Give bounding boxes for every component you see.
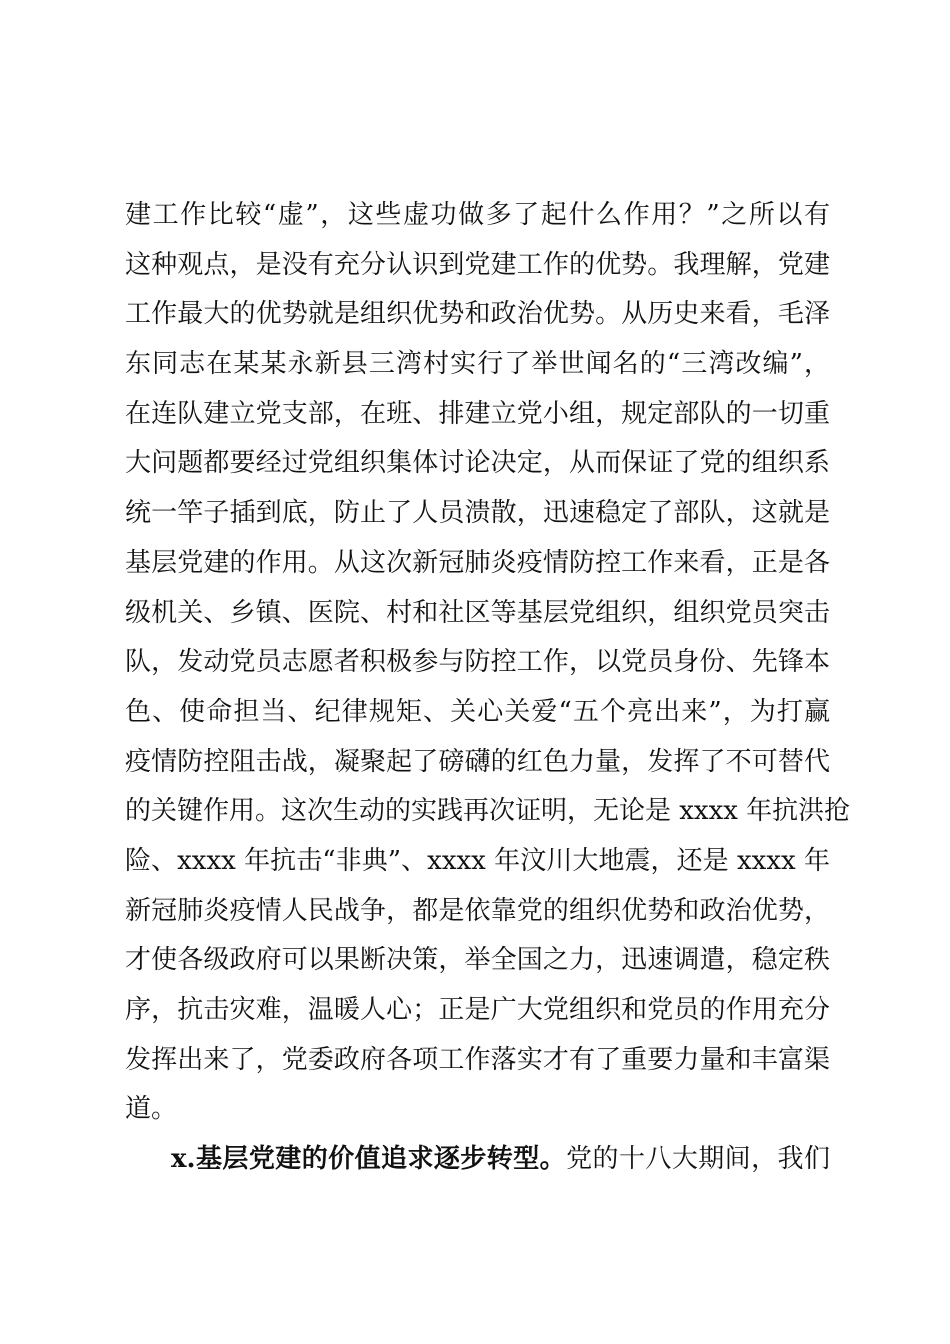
text-line: 新冠肺炎疫情人民战争，都是依靠党的组织优势和政治优势， — [125, 895, 830, 926]
text-line: 道。 — [125, 1094, 178, 1125]
section-heading: x.基层党建的价值追求逐步转型。 — [171, 1144, 567, 1175]
text-line: 的关键作用。这次生动的实践再次证明，无论是 xxxx 年抗洪抢 — [125, 796, 851, 827]
paragraph-heading-line — [125, 1135, 830, 1185]
text-line: 序，抗击灾难，温暖人心；正是广大党组织和党员的作用充分 — [125, 995, 830, 1025]
paragraph-value-pursuit — [125, 1135, 830, 1185]
text-line: 级机关、乡镇、医院、村和社区等基层党组织，组织党员突击 — [125, 597, 830, 628]
text-line: 在连队建立党支部，在班、排建立党小组，规定部队的一切重 — [125, 398, 830, 429]
text-line: 色、使命担当、纪律规矩、关心关爱“五个亮出来”，为打赢 — [125, 696, 830, 727]
text-line: 发挥出来了，党委政府各项工作落实才有了重要力量和丰富渠 — [125, 1044, 830, 1075]
body-text — [125, 191, 851, 1185]
text-line: 东同志在某某永新县三湾村实行了举世闻名的“三湾改编”， — [125, 349, 830, 380]
text-line: 建工作比较“虚”，这些虚功做多了起什么作用？”之所以有 — [125, 200, 830, 230]
text-line: 疫情防控阻击战，凝聚起了磅礴的红色力量，发挥了不可替代 — [125, 746, 830, 777]
text-line: 基层党建的作用。从这次新冠肺炎疫情防控工作来看，正是各 — [125, 547, 830, 578]
text-line: 队，发动党员志愿者积极参与防控工作，以党员身份、先锋本 — [125, 647, 830, 678]
text-line: 这种观点，是没有充分认识到党建工作的优势。我理解，党建 — [125, 249, 830, 280]
text-line: 工作最大的优势就是组织优势和政治优势。从历史来看，毛泽 — [125, 299, 830, 330]
text-line: 统一竿子插到底，防止了人员溃散，迅速稳定了部队，这就是 — [125, 498, 830, 529]
paragraph-text: 党的十八大期间，我们 — [566, 1144, 830, 1175]
text-line: 大问题都要经过党组织集体讨论决定，从而保证了党的组织系 — [125, 448, 830, 479]
paragraph-party-building-advantages — [125, 191, 851, 1135]
text-line: 险、xxxx 年抗击“非典”、xxxx 年汶川大地震，还是 xxxx 年 — [125, 845, 830, 876]
text-line: 才使各级政府可以果断决策，举全国之力，迅速调遣，稳定秩 — [125, 945, 830, 976]
